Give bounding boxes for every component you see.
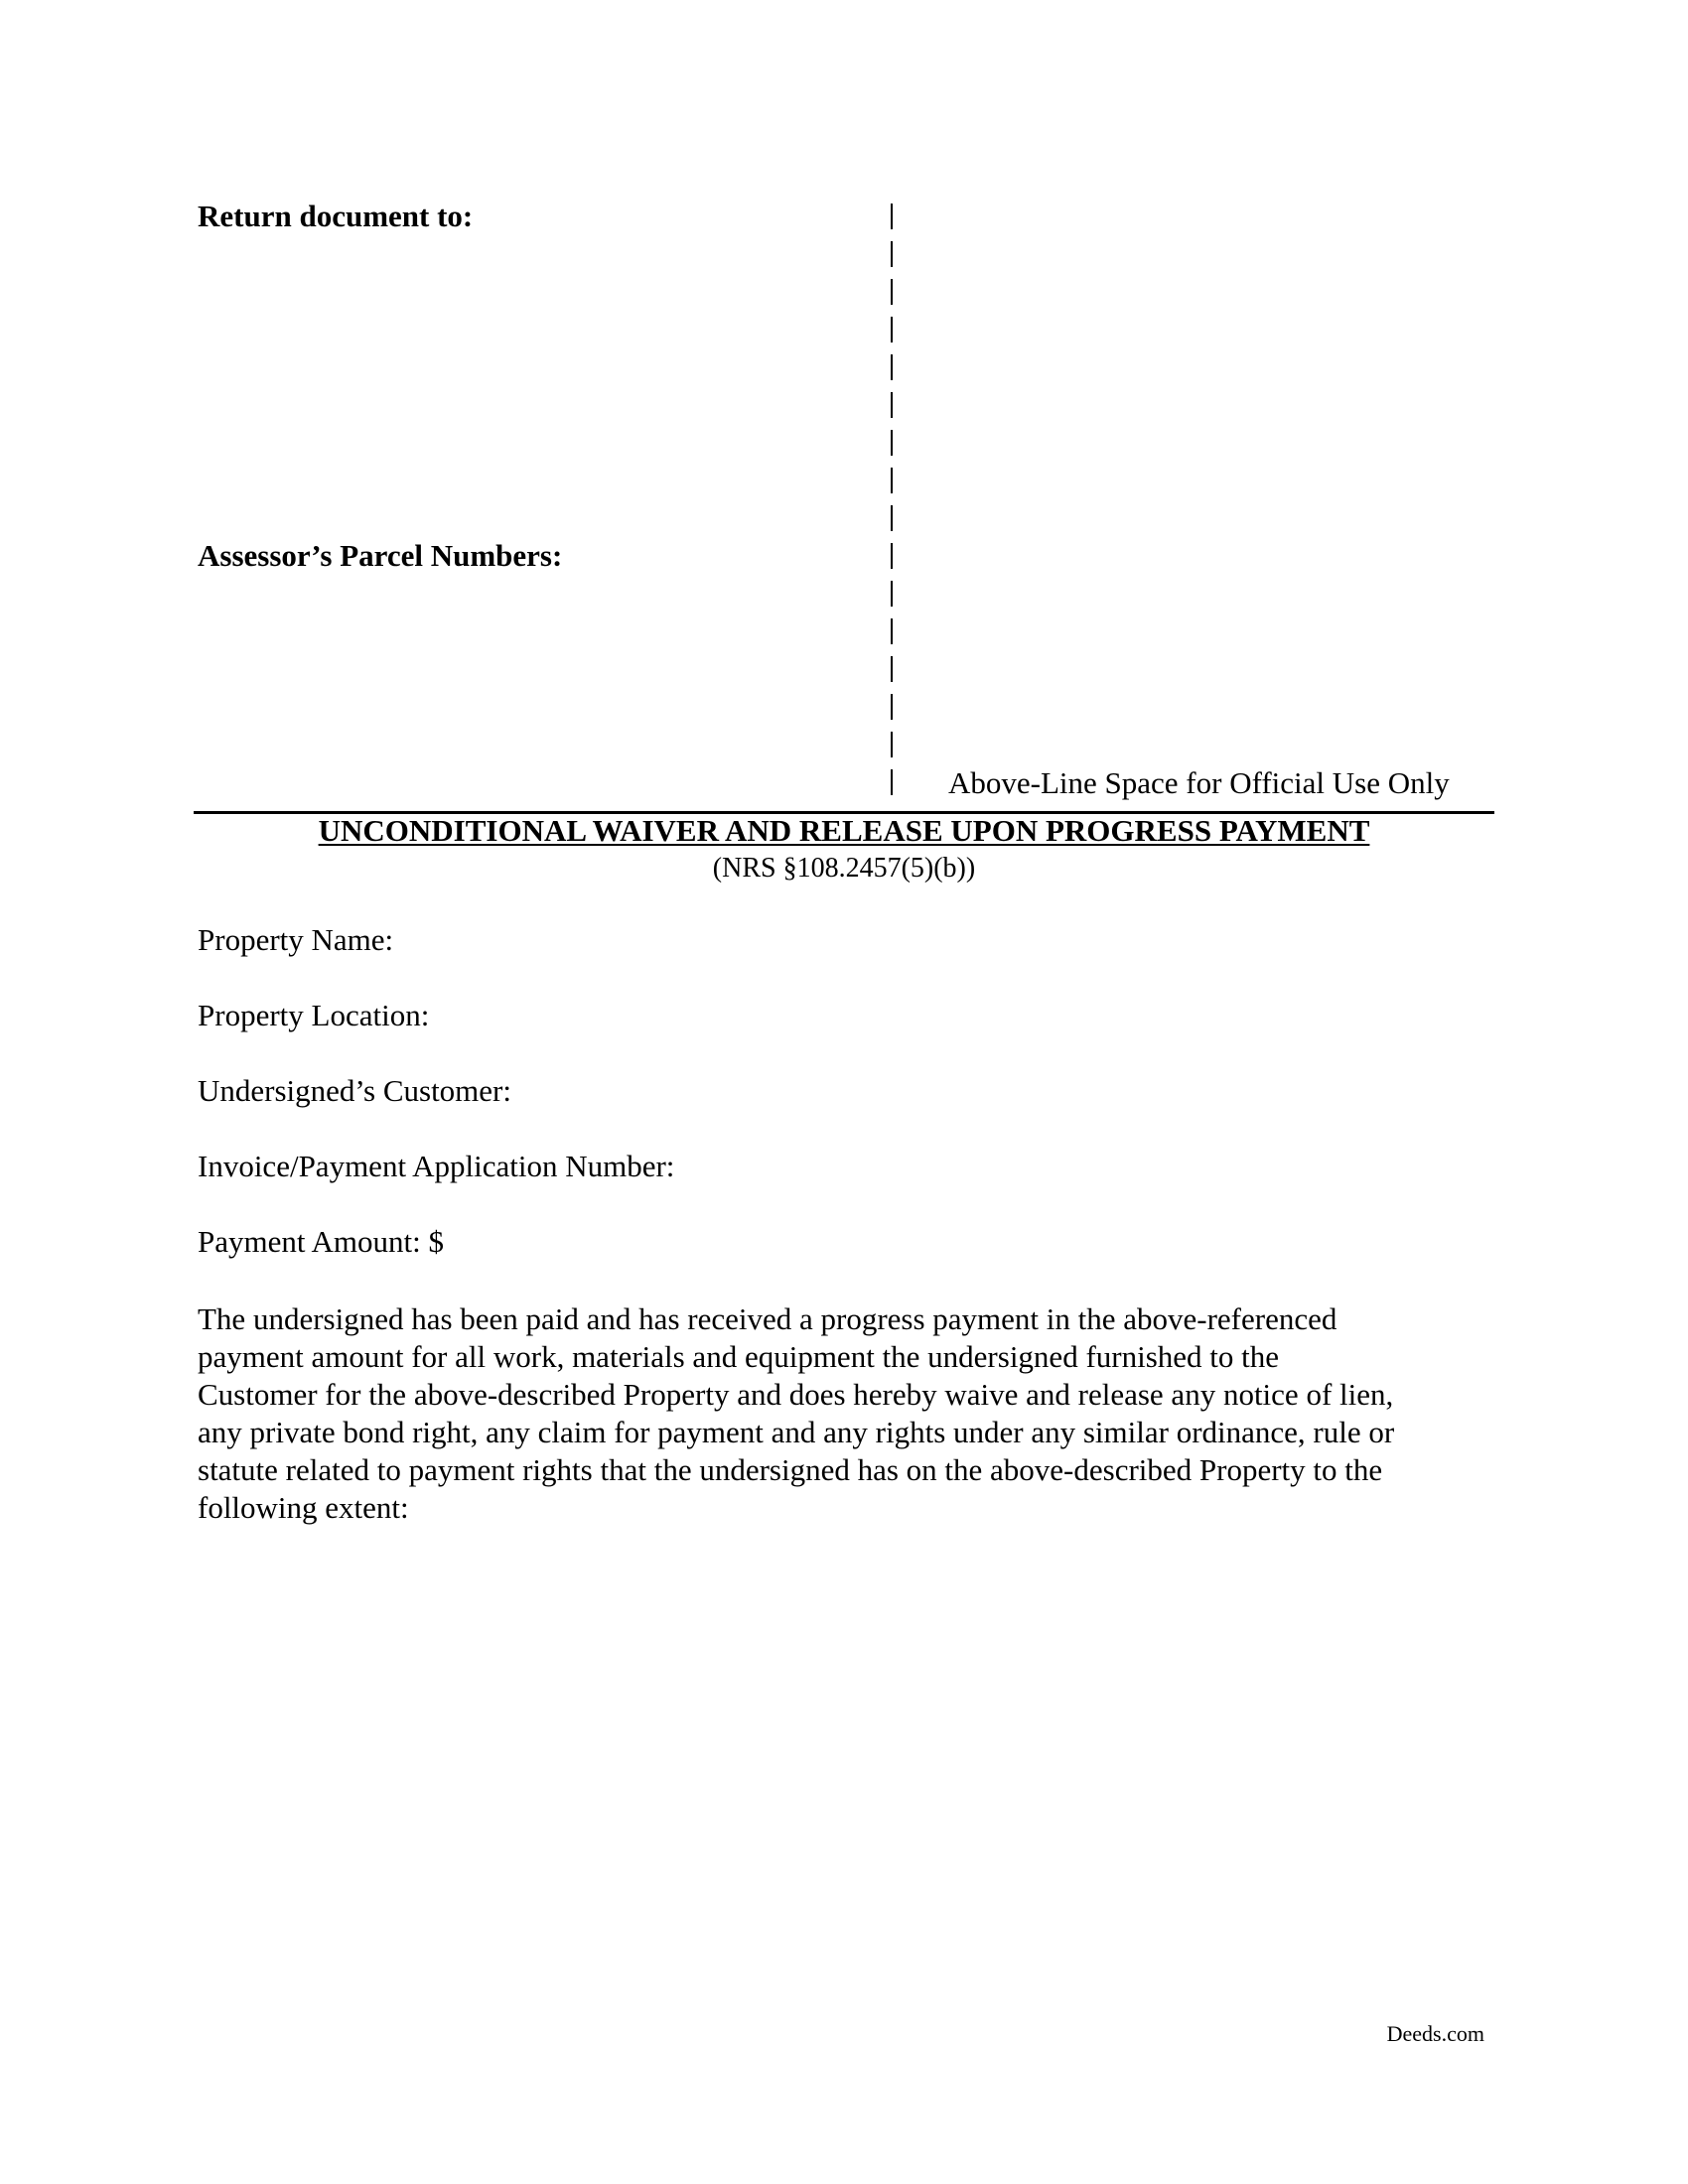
separator-segment xyxy=(891,468,893,493)
paragraph-line: Customer for the above-described Property and does hereby waive and release any notice of lien, xyxy=(198,1377,1394,1412)
separator-segment xyxy=(891,769,893,795)
paragraph-line: statute related to payment rights that the undersigned has on the above-described Property to the xyxy=(198,1452,1383,1487)
separator-segment xyxy=(891,279,893,305)
footer-brand: Deeds.com xyxy=(1386,2021,1484,2046)
parcel-numbers-label: Assessor’s Parcel Numbers: xyxy=(198,538,563,573)
property-name-field: Property Name: xyxy=(198,922,394,957)
separator-segment xyxy=(891,656,893,682)
separator-segment xyxy=(891,241,893,267)
document-title-text: UNCONDITIONAL WAIVER AND RELEASE UPON PROGRESS PAYMENT xyxy=(318,813,1370,848)
customer-field: Undersigned’s Customer: xyxy=(198,1073,511,1108)
separator-segment xyxy=(891,543,893,569)
separator-segment xyxy=(891,430,893,456)
paragraph-line: following extent: xyxy=(198,1490,409,1525)
separator-segment xyxy=(891,581,893,607)
separator-segment xyxy=(891,694,893,720)
return-document-label: Return document to: xyxy=(198,199,474,233)
separator-segment xyxy=(891,505,893,531)
property-location-field: Property Location: xyxy=(198,998,430,1032)
separator-segment xyxy=(891,392,893,418)
paragraph-line: payment amount for all work, materials and equipment the undersigned furnished to the xyxy=(198,1339,1280,1374)
document-title xyxy=(194,811,1494,851)
recording-area-separator xyxy=(891,204,893,799)
separator-segment xyxy=(891,204,893,229)
separator-segment xyxy=(891,732,893,757)
separator-segment xyxy=(891,317,893,342)
separator-segment xyxy=(891,618,893,644)
invoice-number-field: Invoice/Payment Application Number: xyxy=(198,1149,675,1183)
waiver-paragraph xyxy=(198,1300,1498,1527)
official-use-label: Above-Line Space for Official Use Only xyxy=(948,765,1450,800)
paragraph-line: The undersigned has been paid and has received a progress payment in the above-referenced xyxy=(198,1301,1337,1336)
statute-citation: (NRS §108.2457(5)(b)) xyxy=(712,853,976,884)
paragraph-line: any private bond right, any claim for payment and any rights under any similar ordinance, rule or xyxy=(198,1415,1395,1449)
payment-amount-field: Payment Amount: $ xyxy=(198,1224,444,1259)
separator-segment xyxy=(891,354,893,380)
